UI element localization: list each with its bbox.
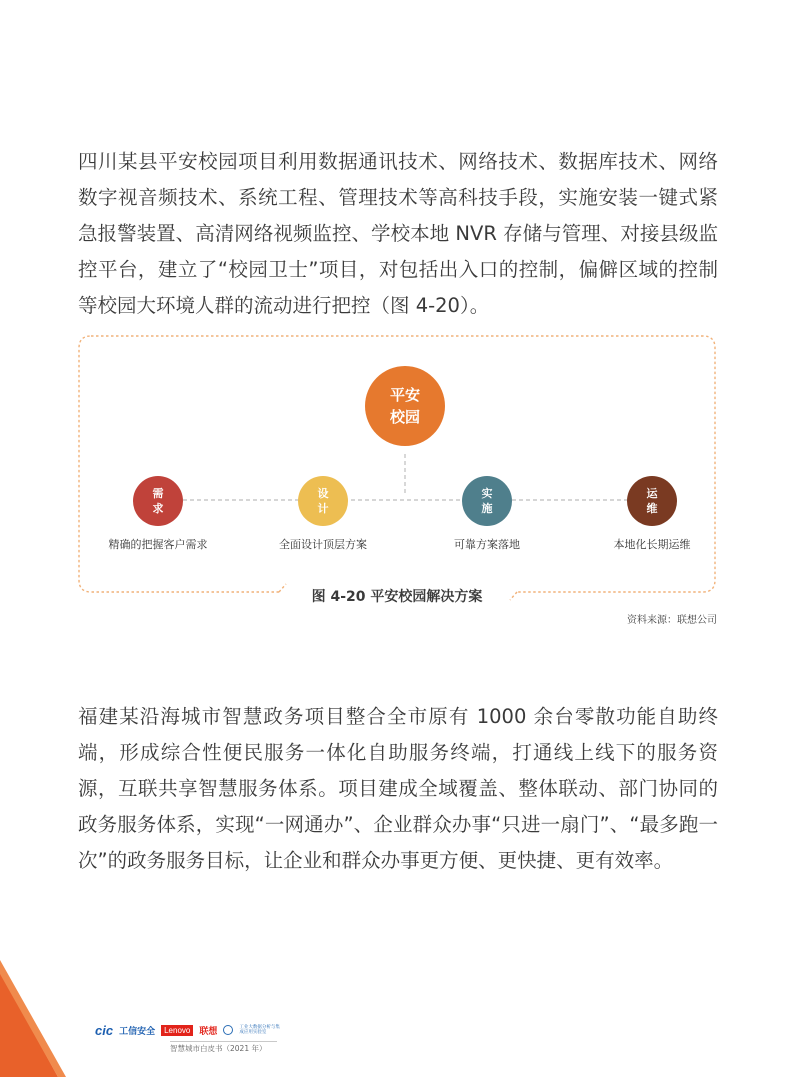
paragraph-1: 四川某县平安校园项目利用数据通讯技术、网络技术、数据库技术、网络数字视音频技术、系统工程、管理技术等高科技手段，实施安装一键式紧急报警装置、高清网络视频监控、学校本地 NVR 存储与管理、对接县级监控平台，建立了“校园卫士”项目，对包括出入口的控制，偏僻区域的控制等校园大环境人群的流动进行把控（图 4-20）。	[78, 149, 718, 317]
lenovo-logo: Lenovo	[161, 1025, 193, 1036]
node-design-label: 全面设计顶层方案	[279, 538, 367, 551]
node-implement	[462, 476, 512, 526]
node-operate	[627, 476, 677, 526]
node-operate-char2: 维	[646, 502, 658, 515]
node-implement-char2: 施	[481, 502, 493, 515]
institute-logo-icon	[223, 1025, 233, 1035]
document-title: 智慧城市白皮书（2021 年）	[170, 1044, 267, 1053]
center-line1: 平安	[389, 386, 420, 404]
node-implement-char1: 实	[481, 487, 493, 500]
cic-logo: cic	[95, 1022, 114, 1038]
node-operate-label: 本地化长期运维	[613, 538, 691, 551]
solution-diagram	[76, 330, 718, 612]
node-need-char2: 求	[152, 502, 164, 515]
node-operate-char1: 运	[646, 487, 658, 500]
lenovo-cn-logo: 联想	[199, 1026, 218, 1037]
institute-logo-text: 工业大数据分析与集成应用实验室	[239, 1024, 280, 1035]
source-note: 资料来源：联想公司	[627, 615, 717, 626]
node-need-char1: 需	[152, 487, 164, 500]
center-line2: 校园	[389, 408, 420, 426]
figure-caption: 图 4-20 平安校园解决方案	[311, 589, 483, 605]
footer-logos	[95, 1022, 283, 1038]
node-need	[133, 476, 183, 526]
page-number: 54	[66, 996, 82, 1012]
node-need-label: 精确的把握客户需求	[108, 538, 208, 551]
node-design	[298, 476, 348, 526]
node-implement-label: 可靠方案落地	[454, 538, 520, 551]
cic-logo-text: 工信安全	[119, 1026, 156, 1037]
paragraph-2: 福建某沿海城市智慧政务项目整合全市原有 1000 余台零散功能自助终端，形成综合性便民服务一体化自助服务终端，打通线上线下的服务资源，互联共享智慧服务体系。项目建成全域覆盖、整体联动、部门协同的政务服务体系，实现“一网通办”、企业群众办事“只进一扇门”、“最多跑一次”的政务服务目标，让企业和群众办事更方便、更快捷、更有效率。	[78, 704, 718, 872]
corner-triangle	[0, 960, 100, 1077]
footer-divider	[170, 1041, 277, 1042]
center-circle	[365, 366, 445, 446]
node-design-char1: 设	[317, 487, 329, 500]
node-design-char2: 计	[317, 502, 329, 515]
